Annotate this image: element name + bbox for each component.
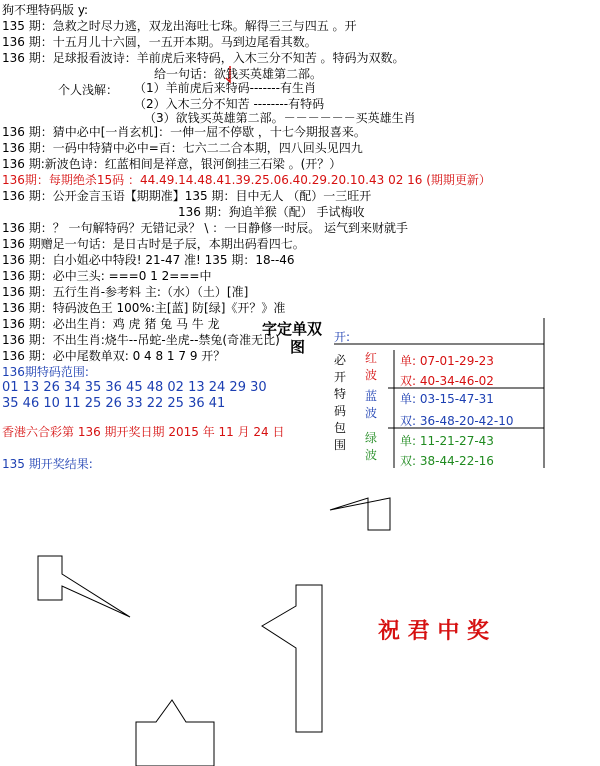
text-line: 136 期：猜中必中[一肖玄机]：一伸一屈不停歇 ，十七今期报喜来。 (2, 125, 366, 139)
text-line: 136 期：一码中特猜中必中=百：七六二二合本期，四八回头见四九 (2, 141, 363, 155)
page-header: 狗不理特码版 y: (2, 3, 89, 17)
kill-numbers-line: 136期：每期绝杀15码 ：44.49.14.48.41.39.25.06.40.29.20.10.43 02 16 (期期更新） (2, 173, 491, 187)
range-numbers: 01 13 26 34 35 36 45 48 02 13 24 29 30 (2, 380, 267, 395)
previous-result-label: 135 期开奖结果: (2, 457, 93, 471)
text-line: 135 期：急救之时尽力逃，双龙出海吐七珠。解得三三与四五 。开 (2, 19, 357, 33)
even-numbers-blue: 双: 36-48-20-42-10 (400, 414, 514, 428)
callout-left (38, 556, 130, 617)
callout-bottom (136, 700, 214, 766)
panel-vertical-label: 必开特码包围 (333, 353, 346, 452)
even-numbers-green: 双: 38-44-22-16 (400, 454, 494, 468)
text-line: 136 期：公开金言玉语【期期准】135 期：目中无人 （配）一三旺开 (2, 189, 372, 203)
wave-red-label: 红波 (364, 351, 377, 382)
callout-top (330, 498, 390, 530)
text-line: 136 期：足球报看波诗：羊前虎后来特码，入木三分不知苦 。特码为双数。 (2, 51, 405, 65)
text-line: 136 期：十五月儿十六圆，一五开本期。马到边尾看其数。 (2, 35, 317, 49)
text-line: 136 期：？ 一句解特码？无错记录？ \ ：一日静修一时辰。 运气到来财就手 (2, 221, 409, 235)
odd-numbers-red: 单: 07-01-29-23 (400, 354, 494, 368)
odd-numbers-green: 单: 11-21-27-43 (400, 434, 494, 448)
panel-open-label: 开: (334, 330, 351, 344)
blessing-text: 祝 君 中 奖 (378, 618, 489, 644)
draw-date: 香港六合彩第 136 期开奖日期 2015 年 11 月 24 日 (2, 425, 285, 439)
text-line: 136 期：必中三头: ===0 1 2===中 (2, 269, 212, 283)
text-line: 136 期：狗追羊猴（配） 手试梅收 (178, 205, 365, 219)
text-line: 136 期赠足一句话：是日古时是子辰，本期出码看四七。 (2, 237, 305, 251)
odd-numbers-blue: 单: 03-15-47-31 (400, 392, 494, 406)
saying-item: （3）欲钱买英雄第二部。－－－－－－买英雄生肖 (144, 111, 416, 125)
saying-intro: 个人浅解： (58, 83, 119, 97)
saying-title: 给一句话：欲钱买英雄第二部。 (154, 67, 323, 81)
text-line: 136 期：白小姐必中特段! 21-47 准! 135 期：18--46 (2, 253, 295, 267)
callout-center (262, 585, 322, 732)
wave-blue-label: 蓝波 (364, 389, 377, 420)
text-line: 136 期：必中尾数单双: 0 4 8 1 7 9 开？ (2, 349, 226, 363)
panel-title-sub: 图 (290, 338, 306, 356)
saying-item: （1）羊前虎后来特码-------有生肖 (134, 81, 316, 95)
text-line: 136 期：不出生肖:烧牛--吊蛇-坐虎--禁兔(奇准无比) (2, 333, 280, 347)
range-numbers: 35 46 10 11 25 26 33 22 25 36 41 (2, 396, 226, 411)
text-line: 136 期：必出生肖：鸡 虎 猪 兔 马 牛 龙 (2, 317, 220, 331)
panel-title: 字定单双 (262, 320, 323, 338)
saying-item: （2）入木三分不知苦 --------有特码 (134, 97, 325, 111)
wave-green-label: 绿波 (364, 431, 377, 462)
even-numbers-red: 双: 40-34-46-02 (400, 374, 494, 388)
text-line: 136 期：五行生肖-参考料 主:（水）（土）[准] (2, 285, 249, 299)
range-title: 136期特码范围: (2, 365, 89, 379)
text-line: 136 期:新波色诗：红蓝相间是祥意，银河倒挂三石梁 。(开？） (2, 157, 342, 171)
text-line: 136 期：特码波色王 100%:主[蓝] 防[绿]《开？》准 (2, 301, 286, 315)
